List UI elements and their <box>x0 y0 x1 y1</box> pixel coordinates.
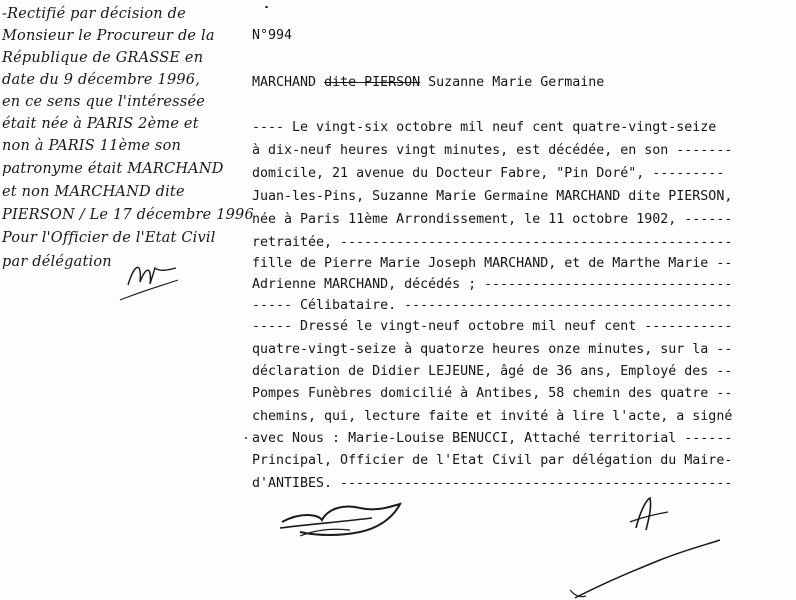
act-text-line: quatre-vingt-seize à quatorze heures onze minutes, sur la -- <box>252 342 733 357</box>
act-text-line: déclaration de Didier LEJEUNE, âgé de 36 ans, Employé des -- <box>252 364 733 379</box>
margin-note-line: par délégation <box>2 254 112 270</box>
act-text-line: Principal, Officier de l'Etat Civil par délégation du Maire- <box>252 453 733 468</box>
act-text-line: Juan-les-Pins, Suzanne Marie Germaine MARCHAND dite PIERSON, <box>252 189 733 204</box>
act-text-line: chemins, qui, lecture faite et invité à lire l'acte, a signé <box>252 409 733 424</box>
margin-note-line: était née à PARIS 2ème et <box>2 116 199 132</box>
margin-note-line: République de GRASSE en <box>2 50 204 66</box>
act-text-line: ----- Dressé le vingt-neuf octobre mil neuf cent ----------- <box>252 319 733 334</box>
margin-note-line: Monsieur le Procureur de la <box>2 28 215 44</box>
act-text-line: fille de Pierre Marie Joseph MARCHAND, et de Marthe Marie -- <box>252 256 733 271</box>
margin-note-line: et non MARCHAND dite <box>2 184 185 200</box>
act-number: N°994 <box>252 28 293 43</box>
scan-speck <box>265 6 268 8</box>
margin-note-line: Pour l'Officier de l'Etat Civil <box>2 230 216 246</box>
act-text-line: née à Paris 11ème Arrondissement, le 11 octobre 1902, ------ <box>252 212 733 227</box>
heading-struck-alias: dite PIERSON <box>324 75 421 90</box>
act-text-line: à dix-neuf heures vingt minutes, est décédée, en son ------- <box>252 143 733 158</box>
margin-note-line: en ce sens que l'intéressée <box>2 94 206 110</box>
scan-speck <box>245 437 247 439</box>
act-heading <box>252 75 604 90</box>
act-text-line: ---- Le vingt-six octobre mil neuf cent quatre-vingt-seize <box>252 120 717 135</box>
margin-note-line: date du 9 décembre 1996, <box>2 72 201 88</box>
act-text-line: d'ANTIBES. ------------------------------------------------- <box>252 476 733 491</box>
margin-note-line: -Rectifié par décision de <box>2 6 186 22</box>
act-text-line: avec Nous : Marie-Louise BENUCCI, Attaché territorial ------ <box>252 431 733 446</box>
act-text-line: ----- Célibataire. ----------------------------------------- <box>252 298 733 313</box>
margin-note-line: PIERSON / Le 17 décembre 1996 <box>2 207 254 223</box>
act-text-line: retraitée, ------------------------------------------------- <box>252 235 733 250</box>
heading-given-names: Suzanne Marie Germaine <box>420 75 605 90</box>
act-text-line: Adrienne MARCHAND, décédés ; ------------------------------- <box>252 277 733 292</box>
margin-note-line: non à PARIS 11ème son <box>2 138 182 154</box>
act-text-line: domicile, 21 avenue du Docteur Fabre, "Pin Doré", --------- <box>252 166 725 181</box>
heading-surname: MARCHAND <box>252 75 325 90</box>
margin-note-line: patronyme était MARCHAND <box>2 161 224 177</box>
act-text-line: Pompes Funèbres domicilié à Antibes, 58 chemin des quatre -- <box>252 386 733 401</box>
